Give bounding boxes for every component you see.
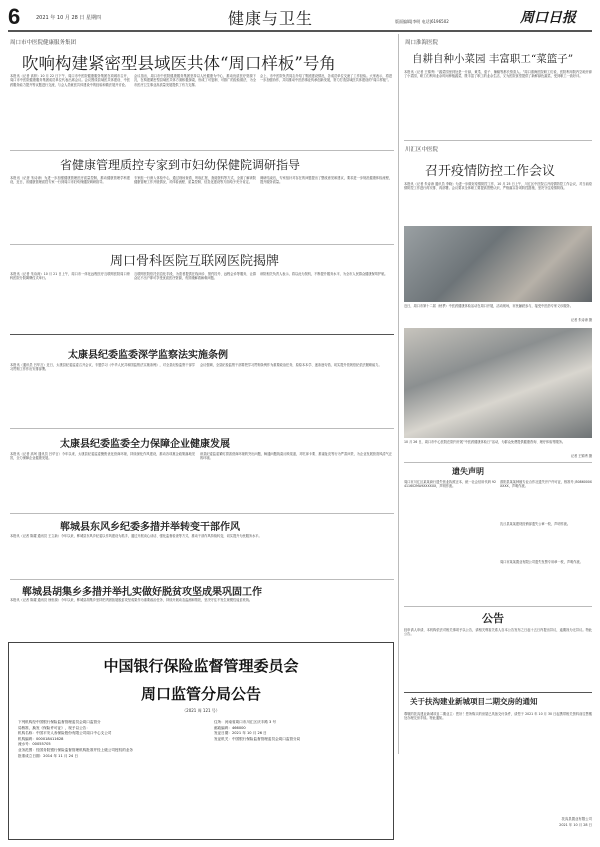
lost-notice-item: 周口市某某置业有限公司遗失发票专用章一枚，声明作废。 <box>500 560 583 564</box>
page-number: 6 <box>8 4 21 29</box>
column-divider <box>398 34 399 754</box>
header-rule <box>8 30 592 32</box>
notice-line: 邮政编码：466000 <box>214 725 246 730</box>
article7-headline: 郸城县胡集乡多措并举扎实做好脱贫攻坚成果巩固工作 <box>22 587 262 598</box>
sidebar2-headline: 召开疫情防控工作会议 <box>425 164 556 179</box>
notice-line: 机构编码：000018411628 <box>18 736 64 741</box>
article2-body-1: 本报讯（记者 朱诗涛）为进一步加强健康管理医疗质量控制，推动健康管理学科建设，近日，省健康管理质控专家一行到周口市妇幼保健院调研指导。 <box>10 176 130 185</box>
article5-body-2: 该县纪委监委紧盯损害营商环境的突出问题，畅通问题线索反映渠道，对吃拿卡要、推诿扯皮等行为严肃问责，为企业发展营造风清气正的环境。 <box>200 452 392 461</box>
notice-line: 发证日期：2021 年 10 月 26 日 <box>214 731 267 736</box>
divider <box>10 334 394 335</box>
article6-headline: 郸城县东风乡纪委多措并举转变干部作风 <box>60 522 240 533</box>
photo-caption: 近日，周口市第十二届（秋季）中医药健康体验活动在周口开展，活动现场，市民踊跃参与，接受中医药专家义诊服务。 <box>404 304 573 308</box>
section-title: 健康与卫生 <box>228 9 314 28</box>
article2-headline: 省健康管理质控专家到市妇幼保健院调研指导 <box>60 158 301 172</box>
gonggao-body: 经申请人申请，本机构依法对相关事项予以公告，请相关利害关系人自本公告发布之日起十五日内提出异议，逾期视为无异议。特此公告。 <box>404 628 592 637</box>
notice-line: 发证机关：中国银行保险监督管理委员会周口监管分局 <box>214 736 301 741</box>
notice-number: （2021 周 121 号） <box>182 708 220 713</box>
article4-headline: 太康县纪委监委深学监察法实施条例 <box>68 350 228 361</box>
notice-line: 机构名称：中国平安人寿保险股份有限公司周口中心支公司 <box>18 731 112 736</box>
divider <box>404 140 592 141</box>
divider <box>404 462 592 463</box>
notice-title: 中国银行保险监督管理委员会 <box>103 657 299 675</box>
article3-headline: 周口骨科医院互联网医院揭牌 <box>110 254 280 269</box>
article1-body-2: 会议指出，周口市中医院健康服务集团坚持以人民健康为中心，推动优质医疗资源下沉，在构建紧密型县域医共体方面积极探索，形成了可复制、可推广的经验做法，为全市医疗卫生事业高质量发展提供了有力支撑。 <box>134 74 256 87</box>
activity-photo <box>404 328 592 438</box>
article1-body-1: 本报讯（记者 高梓）10 月 22 日下午，周口市中医院健康服务集团在项城市召开，周口市中医院健康服务集团成员单位代表出席会议。会议围绕县域医共体建设、中医药服务能力提升等议题进行交流，与会人员就医共体建设中的经验和做法展开讨论。 <box>10 74 130 87</box>
divider <box>10 579 394 580</box>
notice-line: 流水号：00055705 <box>18 742 51 747</box>
divider <box>10 428 394 429</box>
article5-body-1: 本报讯（记者 高珂 通讯员 吕华言）今年以来，太康县纪委监委聚焦优化营商环境，持续深化作风建设，推动各项惠企政策落地见效，全力保障企业健康发展。 <box>10 452 195 461</box>
divider <box>10 150 394 151</box>
bottom-notice-signature: 扶沟县置业有限公司 <box>561 817 592 821</box>
article1-body-3: 会上，市中医院负责同志介绍了集团建设情况，各成员单位交流了工作经验。大家表示，将进一步加强协作，共同推动中医药事业传承创新发展，努力打造县域医共体建设的“周口样板”。 <box>260 74 392 83</box>
article1-kicker: 周口市中医院健康服务集团 <box>10 40 77 46</box>
lost-notice-item: 淮阳县某某种植专业合作社遗失开户许可证，核准号 J5086000XXXXX，声明作废。 <box>500 480 592 489</box>
notice-line: 下列机构经中国银行保险监督管理委员会周口监管分 <box>18 720 101 724</box>
divider <box>404 606 592 607</box>
article2-body-3: 调研结束后，专家组针对存在的问题提出了整改意见和建议，要求进一步规范健康体检流程，提升服务质量。 <box>260 176 392 185</box>
gonggao-title: 公告 <box>482 612 504 625</box>
sidebar1-headline: 自耕自种小菜园 丰富职工“菜篮子” <box>412 53 574 65</box>
article6-body-1: 本报讯（记者 陈耀 通讯员 王立新）今年以来，郸城县东风乡纪委以作风建设为抓手，通过开展谈心谈话、强化监督检查等方式，推动干部作风持续转变，切实提升为民服务水平。 <box>10 534 262 538</box>
article7-body-1: 本报讯（记者 陈耀 通讯员 徐世源）今年以来，郸城县胡集乡坚持把巩固拓展脱贫攻坚成果作为重要政治任务，持续开展动态监测和帮扶，坚决守住不发生规模性返贫底线。 <box>10 598 253 602</box>
photo2-credit: 记者 王锦秀 摄 <box>570 454 592 458</box>
sidebar2-kicker: 川汇区中医院 <box>405 147 439 153</box>
editor-credits: 版面编辑|李明 电话|6196502 <box>395 19 449 24</box>
notice-line: 业务范围：经国务院银行保险监督管理机构批准并经上级公司授权的业务 <box>18 747 133 752</box>
lost-notice-item: 沈丘县某某建材经销部遗失公章一枚，声明作废。 <box>500 522 571 526</box>
article3-body-2: 互联网医院依托信息化手段，为患者提供在线问诊、预约挂号、远程会诊等服务，让群众足不出户即可享受优质医疗资源，有效缓解看病难问题。 <box>134 272 256 281</box>
notice-line: 批准成立日期：2014 年 11 月 24 日 <box>18 753 78 758</box>
dateline: 2021 年 10 月 28 日 星期四 <box>36 15 101 21</box>
divider <box>404 692 592 693</box>
notice-line: 住所：河南省周口市川汇区庆丰路 3 号 <box>214 720 277 724</box>
masthead: 周口日报 <box>520 10 576 26</box>
lost-notices-title: 遗失声明 <box>452 466 484 476</box>
bottom-notice-title: 关于扶沟建业新城项目二期交房的通知 <box>410 697 538 706</box>
event-photo <box>404 226 592 302</box>
divider <box>10 513 394 514</box>
article4-body-1: 本报讯（通讯员 吕华言）近日，太康县纪委监委召开会议，专题学习《中华人民共和国监察法实施条例》，对全县纪检监察干部学习贯彻工作作出安排部署。 <box>10 363 195 372</box>
article5-headline: 太康县纪委监委全力保障企业健康发展 <box>60 439 230 450</box>
bottom-notice-body: 尊敬的扶沟建业新城项目二期业主：您好！您所购买的房屋已具备交付条件，请您于 2021 年 10 月 30 日起携带相关资料前往售楼处办理交房手续。特此通知。 <box>404 712 592 721</box>
article2-body-2: 专家组一行深入体检中心，通过现场查看、听取汇报、查阅资料等方式，全面了解该院健康管理工作开展情况，对体检流程、质量控制、信息化建设等方面给予充分肯定。 <box>134 176 256 185</box>
article4-body-2: 会议强调，全县纪检监察干部要把学习贯彻条例作为重要政治任务，原原本本学、逐条逐句悟，切实提升依规依纪依法履职能力。 <box>200 363 382 367</box>
photo2-caption: 10 月 26 日，周口市中心医院在院内开展“中医药健康体验日”活动，为群众免费提供健康咨询、理疗体验等服务。 <box>404 440 566 444</box>
article1-headline: 吹响构建紧密型县域医共体“周口样板”号角 <box>22 54 336 73</box>
sidebar1-body: 本报讯（记者 王锦秀）“蔬菜园里到处是一片绿，黄瓜、茄子、辣椒等都长势喜人。”周口淮海医院职工们说，医院利用院内空地开辟了小菜园，职工们利用业余时间种植蔬菜，既丰富了职工的业余生活，又为医院食堂提供了新鲜绿色蔬菜，受到职工一致好评。 <box>404 70 592 79</box>
sidebar1-kicker: 周口淮海医院 <box>405 40 439 46</box>
notice-body-left <box>18 720 210 759</box>
article3-body-3: 该院相关负责人表示，将以此为契机，不断提升服务水平，为全市人民群众健康保驾护航。 <box>260 272 388 276</box>
notice-body-right <box>214 720 390 742</box>
lost-notice-item: 周口市川汇区某某商行遗失营业执照正本，统一社会信用代码 92411602MA9XXXXXX，声明作废。 <box>404 480 496 489</box>
article3-body-1: 本报讯（记者 朱诗涛）10 月 21 日上午，周口市一体化远程医疗互联网医院周口骨科医院分院揭牌仪式举行。 <box>10 272 130 281</box>
notice-subtitle: 周口监管分局公告 <box>140 685 261 703</box>
sidebar2-body: 本报讯（记者 朱诗涛 通讯员 李晓）为进一步做好疫情防控工作，10 月 25 日上午，川汇区中医院召开疫情防控工作会议，对当前疫情防控工作进行再安排、再部署。会议要求全体职工要提高思想认识，严格落实各项防控措施，坚决守住疫情防线。 <box>404 182 592 191</box>
photo-credit: 记者 朱诗涛 摄 <box>570 318 592 322</box>
notice-line: 局核准，换发《保险许可证》，现予以公告： <box>18 725 90 730</box>
bottom-notice-date: 2021 年 10 月 28 日 <box>559 823 592 827</box>
divider <box>10 244 394 245</box>
